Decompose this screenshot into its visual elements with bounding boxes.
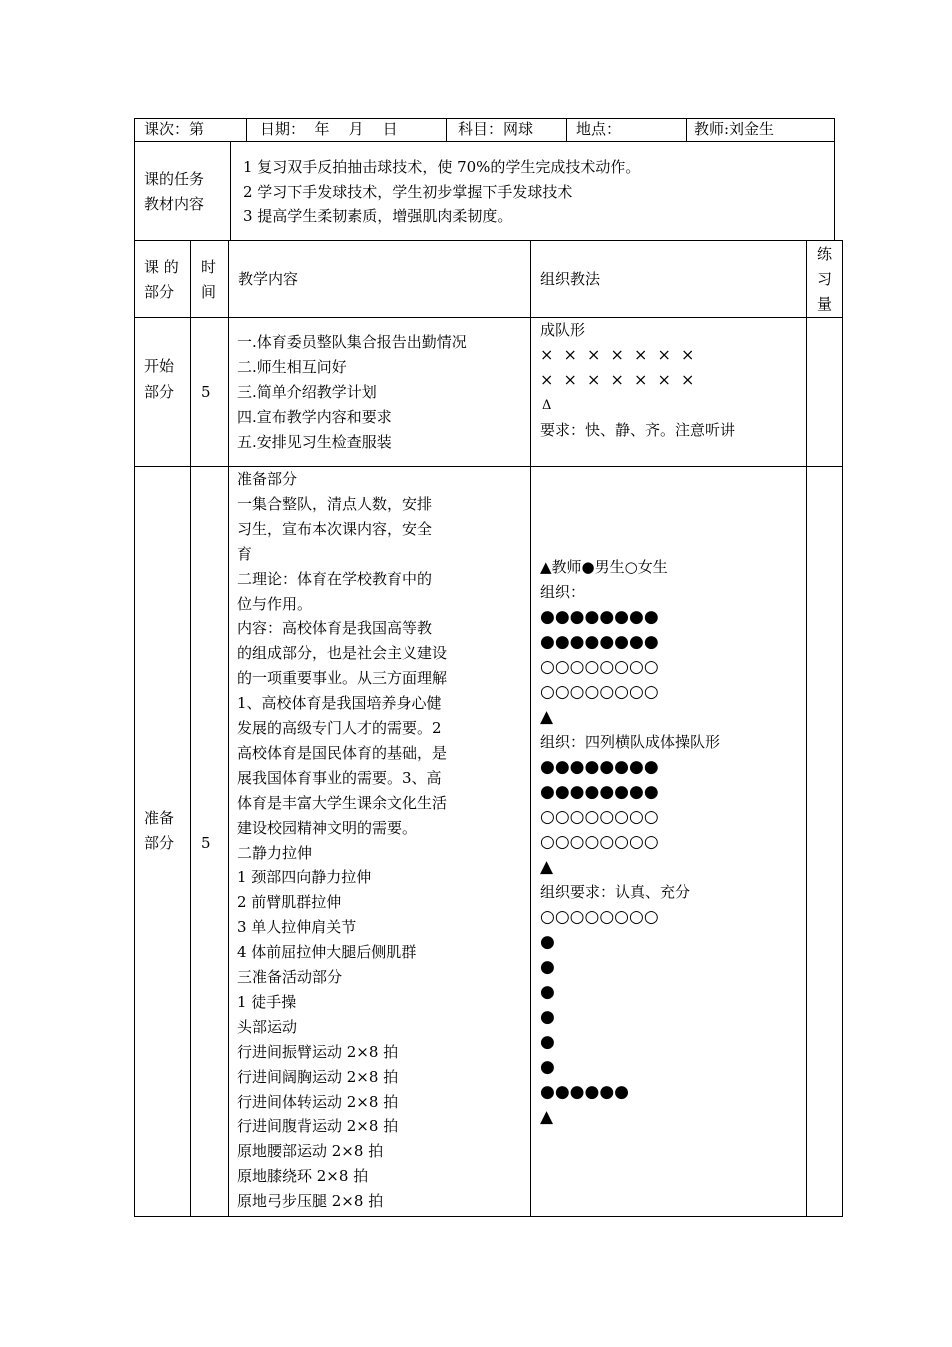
method-line: 组织：四列横队成体操队形 xyxy=(540,733,721,751)
content-line: 行进间体转运动 2×8 拍 xyxy=(237,1092,399,1111)
section-time: 5 xyxy=(201,834,211,852)
content-line: 内容：高校体育是我国高等教 xyxy=(237,619,433,638)
col-content: 教学内容 xyxy=(238,270,299,288)
task-line: 2 学习下手发球技术，学生初步掌握下手发球技术 xyxy=(243,183,573,201)
content-line: 习生，宣布本次课内容，安全 xyxy=(237,519,433,538)
content-line: 行进间阔胸运动 2×8 拍 xyxy=(237,1067,399,1086)
formation-row: ●●●●●● xyxy=(540,1082,630,1102)
formation-row: ●●●●●●●● xyxy=(540,607,659,627)
content-line: 三.简单介绍教学计划 xyxy=(237,383,377,401)
date-field: 日期： 年 月 日 xyxy=(260,120,398,138)
formation-row: ● xyxy=(540,1057,555,1077)
col-method: 组织教法 xyxy=(540,270,601,288)
content-line: 建设校园精神文明的需要。 xyxy=(237,818,418,837)
content-line: 4 体前屈拉伸大腿后侧肌群 xyxy=(237,943,417,962)
content-line: 准备部分 xyxy=(237,470,298,488)
content-line: 二.师生相互问好 xyxy=(237,358,347,376)
formation-row: ●●●●●●●● xyxy=(540,782,659,802)
content-line: 一.体育委员整队集合报告出勤情况 xyxy=(237,333,467,351)
formation-row: ○○○○○○○○ xyxy=(540,832,659,852)
formation-row: ● xyxy=(540,1007,555,1027)
col-time: 间 xyxy=(201,283,217,301)
content-line: 四.宣布教学内容和要求 xyxy=(237,408,392,426)
formation-row: ● xyxy=(540,932,555,952)
content-line: 体育是丰富大学生课余文化生活 xyxy=(237,793,448,812)
task-line: 3 提高学生柔韧素质，增强肌肉柔韧度。 xyxy=(243,207,513,225)
formation-row: ● xyxy=(540,982,555,1002)
content-line: 育 xyxy=(237,544,253,563)
task-label: 课的任务 xyxy=(144,170,205,188)
formation-row: × × × × × × × xyxy=(540,345,696,364)
col-part: 课 的 xyxy=(144,258,179,276)
content-line: 三准备活动部分 xyxy=(237,968,343,986)
content-line: 二静力拉伸 xyxy=(237,843,313,862)
formation-row: × × × × × × × xyxy=(540,370,696,389)
formation-row: ▲ xyxy=(540,707,554,727)
content-line: 的一项重要事业。从三方面理解 xyxy=(237,669,448,688)
method-line: 成队形 xyxy=(540,321,586,339)
section-part-label: 部分 xyxy=(144,834,175,852)
subject-field: 科目：网球 xyxy=(458,120,534,138)
content-line: 1 徒手操 xyxy=(237,992,297,1011)
teacher-field: 教师:刘金生 xyxy=(694,120,775,138)
section-part-label: 准备 xyxy=(144,809,175,827)
content-line: 五.安排见习生检查服装 xyxy=(237,433,392,451)
content-line: 3 单人拉伸肩关节 xyxy=(237,918,357,937)
material-label: 教材内容 xyxy=(144,195,205,213)
formation-row: ○○○○○○○○ xyxy=(540,682,659,702)
content-line: 高校体育是国民体育的基础，是 xyxy=(237,743,448,762)
col-part: 部分 xyxy=(144,283,175,301)
section-time: 5 xyxy=(201,383,211,401)
section-part-label: 开始 xyxy=(144,357,175,375)
method-line: 组织要求：认真、充分 xyxy=(540,883,691,901)
formation-row: ○○○○○○○○ xyxy=(540,657,659,677)
formation-row: ▲ xyxy=(540,1107,554,1127)
formation-row: ○○○○○○○○ xyxy=(540,807,659,827)
col-practice: 量 xyxy=(817,295,833,313)
content-line: 发展的高级专门人才的需要。2 xyxy=(237,719,442,737)
content-line: 二理论：体育在学校教育中的 xyxy=(237,569,433,588)
content-line: 1、高校体育是我国培养身心健 xyxy=(237,694,442,713)
content-line: 的组成部分，也是社会主义建设 xyxy=(237,644,448,663)
content-line: 一集合整队，清点人数，安排 xyxy=(237,494,433,513)
task-line: 1 复习双手反拍抽击球技术，使 70%的学生完成技术动作。 xyxy=(243,158,641,176)
content-line: 头部运动 xyxy=(237,1017,298,1036)
content-line: 位与作用。 xyxy=(237,594,313,613)
col-time: 时 xyxy=(201,258,217,276)
section-part-label: 部分 xyxy=(144,383,175,401)
formation-row: ● xyxy=(540,957,555,977)
formation-row: ○○○○○○○○ xyxy=(540,907,659,927)
content-line: 行进间振臂运动 2×8 拍 xyxy=(237,1042,399,1061)
content-line: 原地弓步压腿 2×8 拍 xyxy=(237,1192,384,1211)
lesson-number: 课次：第 xyxy=(144,120,205,138)
content-line: 行进间腹背运动 2×8 拍 xyxy=(237,1117,399,1136)
formation-row: ● xyxy=(540,1032,555,1052)
content-line: 原地膝绕环 2×8 拍 xyxy=(237,1167,369,1186)
method-line: 要求：快、静、齐。注意听讲 xyxy=(540,421,736,439)
content-line: 展我国体育事业的需要。3、高 xyxy=(237,768,442,787)
content-line: 2 前臂肌群拉伸 xyxy=(237,893,342,912)
teacher-marker: Δ xyxy=(542,398,552,413)
formation-row: ●●●●●●●● xyxy=(540,757,659,777)
content-line: 原地腰部运动 2×8 拍 xyxy=(237,1142,384,1161)
location-field: 地点： xyxy=(576,120,622,138)
formation-row: ▲ xyxy=(540,857,554,877)
formation-row: ●●●●●●●● xyxy=(540,632,659,652)
content-line: 1 颈部四向静力拉伸 xyxy=(237,868,372,887)
col-practice: 习 xyxy=(817,270,833,288)
method-line: ▲教师●男生○女生 xyxy=(540,558,668,576)
col-practice: 练 xyxy=(817,245,833,263)
method-line: 组织： xyxy=(540,583,586,601)
